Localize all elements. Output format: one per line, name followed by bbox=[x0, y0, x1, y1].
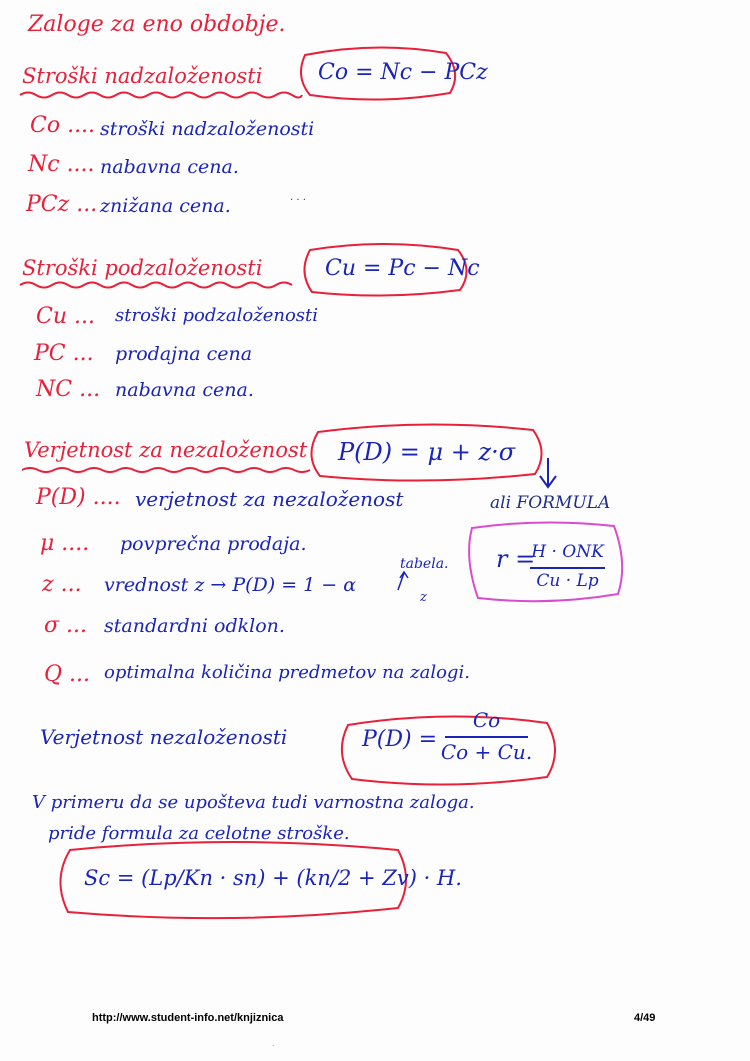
alt-formula-denominator: Cu · Lp bbox=[536, 571, 599, 591]
footer-page-number: 4/49 bbox=[634, 1012, 656, 1024]
probability-def-text-5: optimalna količina predmetov na zalogi. bbox=[104, 662, 470, 683]
probability-def-term-1: P(D) .... bbox=[36, 485, 121, 510]
ratio-formula-denominator: Co + Cu. bbox=[440, 740, 533, 764]
probability-def-term-5: Q ... bbox=[44, 662, 91, 687]
overage-def-text-2: nabavna cena. bbox=[100, 156, 239, 178]
underage-def-text-1: stroški podzaloženosti bbox=[115, 305, 319, 326]
alt-formula-numerator: H · ONK bbox=[531, 542, 604, 562]
table-note-sub: z bbox=[420, 590, 427, 605]
overage-heading-underline bbox=[20, 93, 302, 98]
probability-def-text-1: verjetnost za nezaloženost bbox=[135, 487, 404, 511]
underage-formula: Cu = Pc − Nc bbox=[325, 256, 480, 281]
probability-heading-underline bbox=[22, 468, 310, 472]
overage-def-term-2: Nc .... bbox=[28, 152, 95, 177]
underage-def-term-1: Cu ... bbox=[36, 304, 95, 329]
table-note: tabela. bbox=[400, 556, 449, 572]
probability-def-text-3: vrednost z → P(D) = 1 − α bbox=[104, 574, 357, 596]
svg-text:. . .: . . . bbox=[290, 192, 306, 203]
closing-line-2: pride formula za celotne stroške. bbox=[48, 823, 350, 844]
underage-def-text-3: nabavna cena. bbox=[115, 379, 254, 401]
underage-heading: Stroški podzaloženosti bbox=[22, 256, 263, 280]
probability-heading: Verjetnost za nezaloženost bbox=[24, 438, 308, 462]
overage-def-text-3: znižana cena. bbox=[100, 195, 231, 217]
ratio-heading: Verjetnost nezaloženosti bbox=[40, 725, 288, 749]
overage-formula: Co = Nc − PCz bbox=[318, 60, 488, 85]
probability-def-term-4: σ ... bbox=[44, 613, 87, 638]
closing-formula: Sc = (Lp/Kn · sn) + (kn/2 + Zv) · H. bbox=[84, 866, 462, 890]
footer-url[interactable]: http://www.student-info.net/knjiznica bbox=[92, 1012, 284, 1024]
ratio-formula-lhs: P(D) = bbox=[362, 727, 438, 752]
svg-text:.: . bbox=[272, 1039, 275, 1048]
page-title: Zaloge za eno obdobje. bbox=[28, 12, 286, 37]
probability-def-text-2: povprečna prodaja. bbox=[120, 533, 307, 555]
ratio-formula-numerator: Co bbox=[472, 708, 501, 732]
probability-def-term-2: μ .... bbox=[40, 531, 90, 556]
overage-heading: Stroški nadzaloženosti bbox=[22, 64, 263, 88]
alt-formula-lhs: r = bbox=[496, 545, 536, 573]
closing-line-1: V primeru da se upošteva tudi varnostna zaloga. bbox=[32, 792, 475, 813]
probability-formula: P(D) = μ + z·σ bbox=[338, 438, 516, 466]
arrow-down bbox=[540, 458, 556, 487]
probability-def-term-3: z ... bbox=[42, 572, 82, 597]
underage-def-text-2: prodajna cena bbox=[115, 343, 253, 365]
probability-def-text-4: standardni odklon. bbox=[104, 615, 285, 637]
underage-def-term-3: NC ... bbox=[36, 377, 101, 402]
overage-def-term-1: Co .... bbox=[30, 113, 96, 138]
underage-def-term-2: PC ... bbox=[34, 341, 94, 366]
alt-formula-label: ali FORMULA bbox=[490, 493, 611, 513]
table-note-arrow bbox=[398, 572, 408, 590]
underage-heading-underline bbox=[20, 283, 292, 288]
overage-def-term-3: PCz ... bbox=[26, 192, 98, 217]
overage-def-text-1: stroški nadzaloženosti bbox=[100, 118, 315, 140]
